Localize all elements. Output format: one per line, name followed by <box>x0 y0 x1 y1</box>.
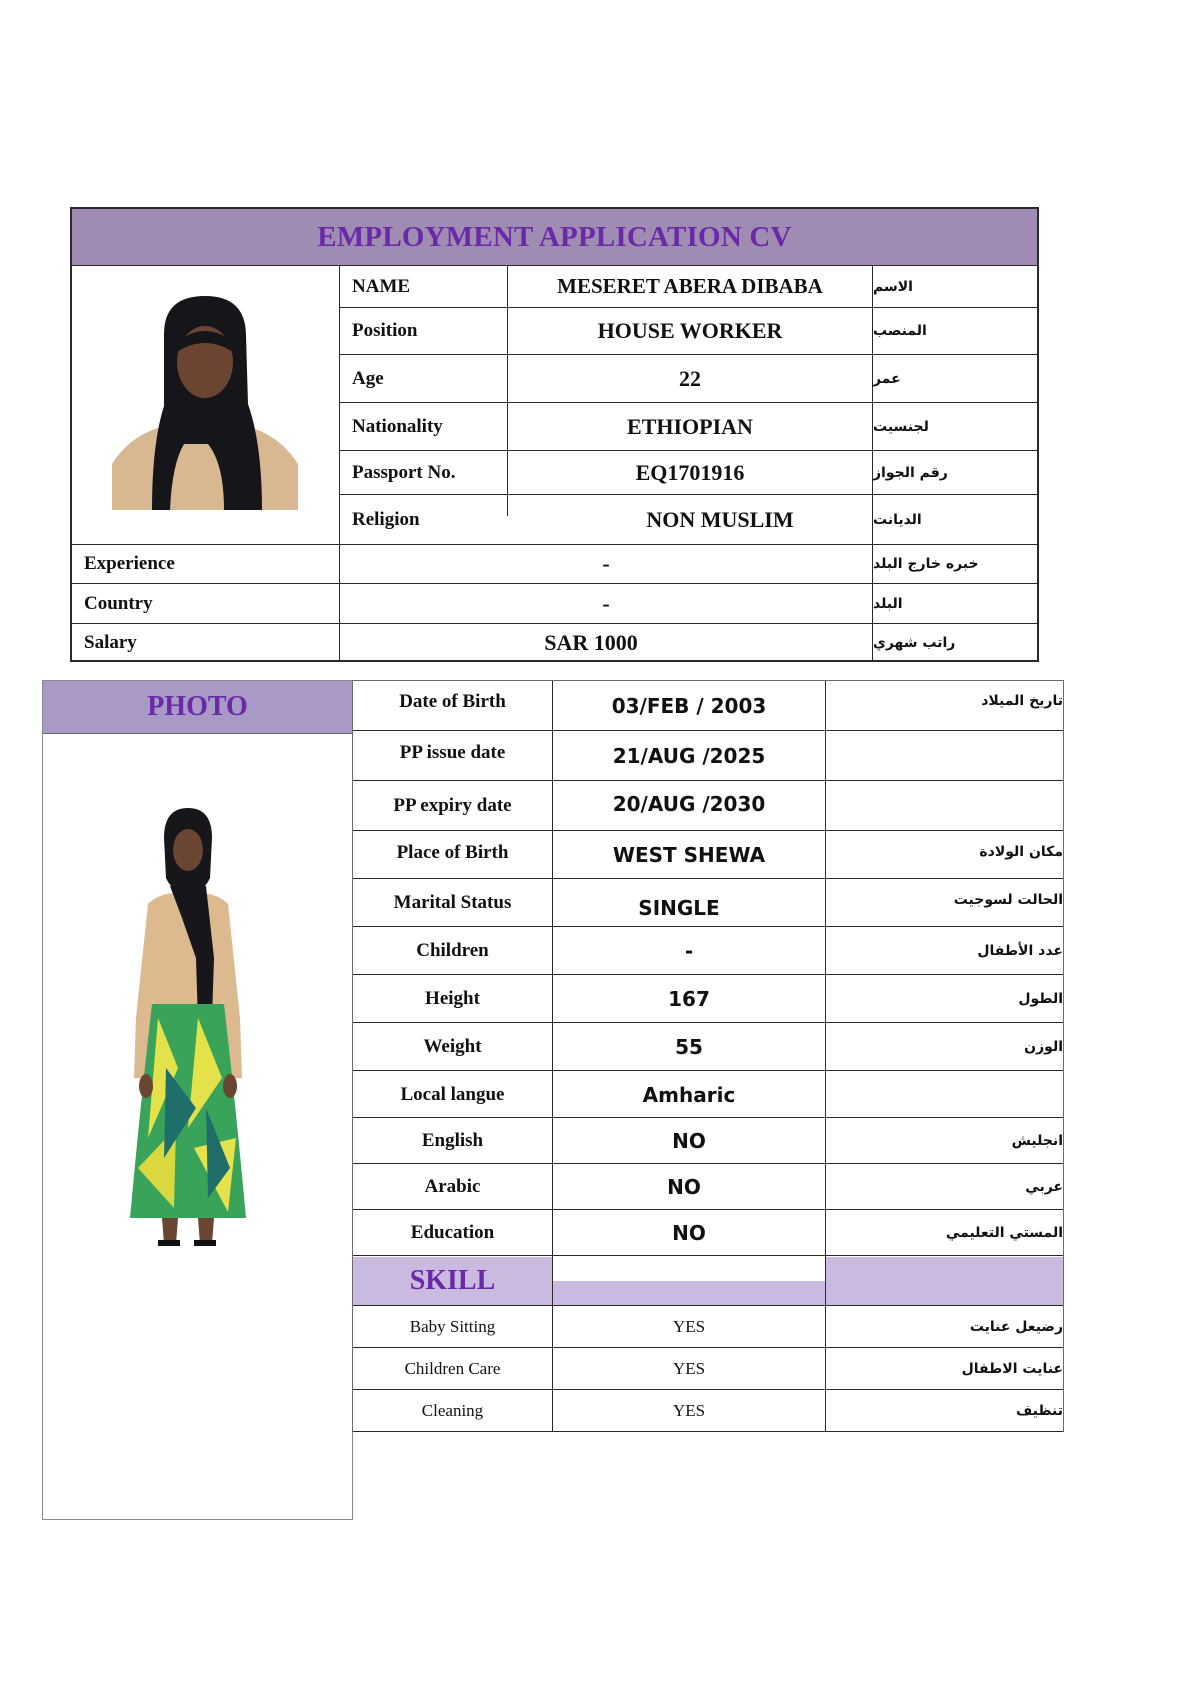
name-arabic: الاسم <box>873 278 913 295</box>
children-label: Children <box>353 928 552 975</box>
skill-children-care-arabic: عنايت الاطفال <box>826 1349 1063 1390</box>
pp-expiry-arabic <box>826 782 1063 831</box>
passport-value: EQ1701916 <box>635 459 745 485</box>
name-label: NAME <box>352 275 411 297</box>
name-value: MESERET ABERA DIBABA <box>557 274 823 298</box>
english-arabic: انجليش <box>826 1119 1063 1164</box>
nationality-label: Nationality <box>352 415 443 437</box>
dob-value: 03/FEB / 2003 <box>553 681 825 731</box>
education-value: NO <box>553 1211 825 1256</box>
weight-value: 55 <box>553 1024 825 1071</box>
marital-status-arabic: الحالت لسوجيت <box>826 880 1063 927</box>
position-label: Position <box>352 320 418 341</box>
height-value: 167 <box>553 976 825 1023</box>
position-arabic: المنصب <box>873 323 927 339</box>
age-label: Age <box>352 367 384 389</box>
skill-header-arabic-blank <box>826 1257 1063 1306</box>
skill-cleaning-label: Cleaning <box>353 1391 552 1432</box>
education-arabic: المستي التعليمي <box>826 1211 1063 1256</box>
details-table <box>352 680 1064 1432</box>
place-of-birth-label: Place of Birth <box>353 832 552 879</box>
local-language-label: Local langue <box>353 1072 552 1118</box>
age-arabic: عمر <box>873 370 901 387</box>
passport-label: Passport No. <box>352 461 456 483</box>
weight-label: Weight <box>353 1024 552 1071</box>
religion-value: NON MUSLIM <box>646 506 794 532</box>
education-label: Education <box>353 1211 552 1256</box>
skill-cleaning-arabic: تنظيف <box>826 1391 1063 1432</box>
nationality-value: ETHIOPIAN <box>627 413 753 439</box>
experience-label: Experience <box>84 553 175 574</box>
salary-value: SAR 1000 <box>544 630 638 655</box>
nationality-arabic: لجنسيت <box>873 418 929 435</box>
pp-expiry-value: 20/AUG /2030 <box>553 782 825 831</box>
skill-baby-sitting-arabic: رضيعل عنايت <box>826 1307 1063 1348</box>
marital-status-value: SINGLE <box>553 880 825 927</box>
english-value: NO <box>553 1119 825 1164</box>
pp-issue-label: PP issue date <box>353 732 552 781</box>
photo-header: PHOTO <box>43 681 352 734</box>
country-label: Country <box>84 592 153 614</box>
arabic-arabic: عربي <box>826 1165 1063 1210</box>
full-body-photo <box>118 808 258 1338</box>
skill-baby-sitting-label: Baby Sitting <box>353 1307 552 1348</box>
skill-children-care-value: YES <box>553 1349 825 1390</box>
salary-arabic: راتب شهري <box>873 635 956 651</box>
skill-band <box>553 1281 825 1305</box>
experience-value: - <box>602 551 610 576</box>
local-language-arabic <box>826 1072 1063 1118</box>
pp-expiry-label: PP expiry date <box>353 782 552 831</box>
pp-issue-value: 21/AUG /2025 <box>553 732 825 781</box>
age-value: 22 <box>679 365 701 391</box>
skill-header: SKILL <box>353 1257 552 1306</box>
pp-issue-arabic <box>826 732 1063 781</box>
skill-baby-sitting-value: YES <box>553 1307 825 1348</box>
cv-title: EMPLOYMENT APPLICATION CV <box>72 209 1037 266</box>
place-of-birth-value: WEST SHEWA <box>553 832 825 879</box>
religion-label: Religion <box>352 508 420 530</box>
children-arabic: عدد الأطفال <box>826 928 1063 975</box>
place-of-birth-arabic: مكان الولادة <box>826 832 1063 879</box>
country-arabic: البلد <box>873 595 903 612</box>
arabic-value: NO <box>553 1165 825 1210</box>
height-label: Height <box>353 976 552 1023</box>
marital-status-label: Marital Status <box>353 880 552 927</box>
skill-header-blank <box>553 1257 825 1306</box>
weight-arabic: الوزن <box>826 1024 1063 1071</box>
arabic-label: Arabic <box>353 1165 552 1210</box>
cv-header-table <box>70 207 1039 662</box>
local-language-value: Amharic <box>553 1072 825 1118</box>
children-value: - <box>553 928 825 975</box>
passport-arabic: رقم الجواز <box>873 464 948 481</box>
salary-label: Salary <box>84 632 137 653</box>
country-value: - <box>602 590 610 616</box>
position-value: HOUSE WORKER <box>597 318 783 343</box>
experience-arabic: خبره خارج البلد <box>873 556 979 572</box>
english-label: English <box>353 1119 552 1164</box>
dob-label: Date of Birth <box>353 681 552 731</box>
religion-arabic: الديانت <box>873 511 922 528</box>
portrait-photo <box>112 294 298 510</box>
height-arabic: الطول <box>826 976 1063 1023</box>
skill-children-care-label: Children Care <box>353 1349 552 1390</box>
dob-arabic: تاريخ الميلاد <box>826 681 1063 731</box>
skill-cleaning-value: YES <box>553 1391 825 1432</box>
